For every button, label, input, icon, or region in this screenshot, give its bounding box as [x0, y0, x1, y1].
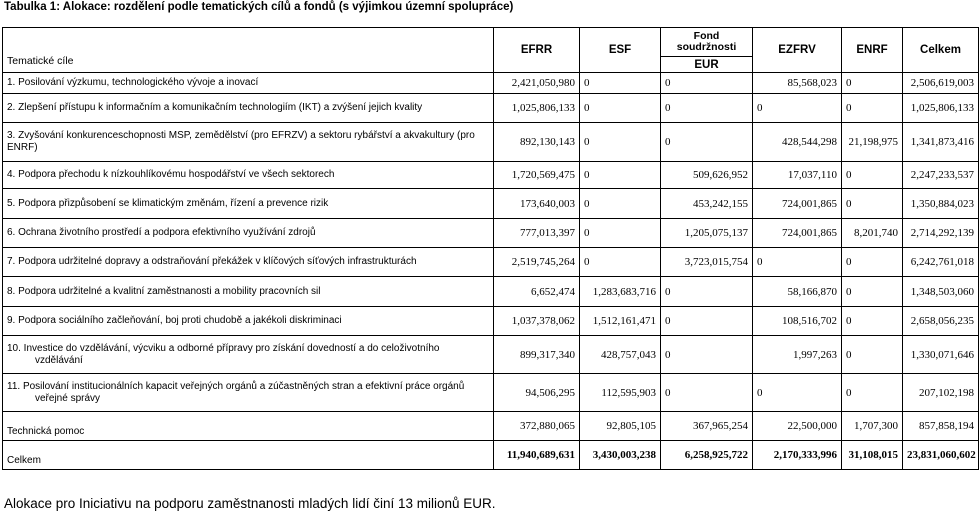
cell-fond: 6,258,925,722: [661, 441, 753, 470]
goal-label: [3, 374, 494, 412]
cell-celkem: 2,247,233,537: [903, 162, 979, 189]
cell-celkem: 1,348,503,060: [903, 277, 979, 307]
cell-ezfrv: 85,568,023: [753, 73, 842, 94]
cell-fond: 0: [661, 94, 753, 123]
cell-ezfrv: 0: [753, 248, 842, 277]
table-row: [3, 374, 979, 412]
cell-fond: 0: [661, 307, 753, 336]
cell-enrf: 0: [842, 307, 903, 336]
cell-efrr: 2,519,745,264: [494, 248, 580, 277]
cell-esf: 0: [580, 94, 661, 123]
goal-label: [3, 248, 494, 277]
cell-efrr: 1,037,378,062: [494, 307, 580, 336]
cell-fond: 0: [661, 73, 753, 94]
allocation-table: [2, 27, 979, 470]
goal-text-continued: vzdělávání: [35, 354, 83, 366]
cell-esf: 3,430,003,238: [580, 441, 661, 470]
cell-esf: 0: [580, 219, 661, 248]
cell-celkem: 2,506,619,003: [903, 73, 979, 94]
cell-enrf: 0: [842, 336, 903, 374]
cell-enrf: 8,201,740: [842, 219, 903, 248]
header-celkem: Celkem: [903, 28, 979, 73]
cell-celkem: 23,831,060,602: [903, 441, 979, 470]
goal-text: 10. Investice do vzdělávání, výcviku a odborné přípravy pro získání dovedností a do celoživotního: [7, 342, 440, 354]
goal-label: [3, 336, 494, 374]
cell-ezfrv: 17,037,110: [753, 162, 842, 189]
cell-fond: 367,965,254: [661, 412, 753, 441]
cell-esf: 0: [580, 189, 661, 219]
cell-efrr: 892,130,143: [494, 123, 580, 162]
table-title: Tabulka 1: Alokace: rozdělení podle tematických cílů a fondů (s výjimkou územní spolupráce): [4, 1, 514, 13]
goal-text: 7. Podpora udržitelné dopravy a odstraňování překážek v klíčových síťových infrastrukturách: [7, 256, 417, 267]
cell-enrf: 1,707,300: [842, 412, 903, 441]
cell-ezfrv: 0: [753, 94, 842, 123]
goal-text: 11. Posilování institucionálních kapacit veřejných orgánů a zúčastněných stran a efektivní práce orgánů: [7, 380, 465, 392]
cell-efrr: 6,652,474: [494, 277, 580, 307]
header-goals: Tematické cíle: [3, 28, 494, 73]
cell-esf: 0: [580, 248, 661, 277]
cell-efrr: 899,317,340: [494, 336, 580, 374]
header-eur: EUR: [661, 57, 753, 73]
cell-esf: 0: [580, 162, 661, 189]
cell-celkem: 2,658,056,235: [903, 307, 979, 336]
goal-label: [3, 189, 494, 219]
cell-ezfrv: 428,544,298: [753, 123, 842, 162]
cell-efrr: 777,013,397: [494, 219, 580, 248]
cell-enrf: 21,198,975: [842, 123, 903, 162]
goal-label: [3, 94, 494, 123]
cell-enrf: 0: [842, 189, 903, 219]
cell-efrr: 372,880,065: [494, 412, 580, 441]
cell-enrf: 0: [842, 73, 903, 94]
cell-celkem: 6,242,761,018: [903, 248, 979, 277]
goal-label: [3, 307, 494, 336]
cell-enrf: 0: [842, 94, 903, 123]
goal-text: 9. Podpora sociálního začleňování, boj proti chudobě a jakékoli diskriminaci: [7, 315, 342, 326]
table-row: [3, 94, 979, 123]
cell-enrf: 31,108,015: [842, 441, 903, 470]
cell-esf: 1,283,683,716: [580, 277, 661, 307]
goal-text: Technická pomoc: [7, 426, 85, 437]
cell-ezfrv: 0: [753, 374, 842, 412]
goal-label: [3, 219, 494, 248]
goal-text: 2. Zlepšení přístupu k informačním a komunikačním technologiím (IKT) a zvýšení jejich kvality: [7, 102, 423, 113]
table-row: [3, 412, 979, 441]
table-row: [3, 219, 979, 248]
cell-celkem: 207,102,198: [903, 374, 979, 412]
header-efrr: EFRR: [494, 28, 580, 73]
cell-enrf: 0: [842, 162, 903, 189]
cell-efrr: 173,640,003: [494, 189, 580, 219]
cell-efrr: 94,506,295: [494, 374, 580, 412]
goal-text-continued: veřejné správy: [35, 392, 101, 404]
cell-fond: 0: [661, 277, 753, 307]
cell-fond: 453,242,155: [661, 189, 753, 219]
goal-label: [3, 123, 494, 162]
cell-esf: 0: [580, 73, 661, 94]
cell-enrf: 0: [842, 374, 903, 412]
cell-fond: 0: [661, 374, 753, 412]
cell-celkem: 2,714,292,139: [903, 219, 979, 248]
table-row: [3, 162, 979, 189]
cell-ezfrv: 724,001,865: [753, 189, 842, 219]
header-enrf: ENRF: [842, 28, 903, 73]
header-fond: Fond soudržnosti: [661, 28, 753, 57]
footnote: Alokace pro Iniciativu na podporu zaměstnanosti mladých lidí činí 13 milionů EUR.: [4, 496, 496, 511]
cell-enrf: 0: [842, 248, 903, 277]
goal-label: [3, 412, 494, 441]
cell-celkem: 1,341,873,416: [903, 123, 979, 162]
cell-efrr: 1,025,806,133: [494, 94, 580, 123]
goal-label: [3, 162, 494, 189]
goal-text: 5. Podpora přizpůsobení se klimatickým změnám, řízení a prevence rizik: [7, 197, 329, 209]
cell-esf: 0: [580, 123, 661, 162]
cell-celkem: 1,330,071,646: [903, 336, 979, 374]
cell-ezfrv: 724,001,865: [753, 219, 842, 248]
cell-enrf: 0: [842, 277, 903, 307]
cell-esf: 112,595,903: [580, 374, 661, 412]
header-ezfrv: EZFRV: [753, 28, 842, 73]
cell-ezfrv: 108,516,702: [753, 307, 842, 336]
cell-esf: 428,757,043: [580, 336, 661, 374]
cell-ezfrv: 2,170,333,996: [753, 441, 842, 470]
goal-text: 8. Podpora udržitelné a kvalitní zaměstnanosti a mobility pracovních sil: [7, 285, 321, 297]
cell-efrr: 2,421,050,980: [494, 73, 580, 94]
cell-fond: 0: [661, 336, 753, 374]
cell-celkem: 857,858,194: [903, 412, 979, 441]
goal-text: 3. Zvyšování konkurenceschopnosti MSP, zemědělství (pro EFRZV) a sektoru rybářství a akvakultury (pro ENRF): [7, 130, 475, 153]
goal-text: Celkem: [7, 455, 41, 466]
cell-fond: 0: [661, 123, 753, 162]
cell-celkem: 1,350,884,023: [903, 189, 979, 219]
cell-fond: 509,626,952: [661, 162, 753, 189]
table-row: [3, 336, 979, 374]
table-row: [3, 123, 979, 162]
goal-label: [3, 441, 494, 470]
cell-ezfrv: 22,500,000: [753, 412, 842, 441]
cell-esf: 92,805,105: [580, 412, 661, 441]
goal-label: [3, 277, 494, 307]
table-row: [3, 73, 979, 94]
goal-text: 1. Posilování výzkumu, technologického vývoje a inovací: [7, 77, 259, 88]
cell-efrr: 1,720,569,475: [494, 162, 580, 189]
table-row: [3, 277, 979, 307]
cell-ezfrv: 58,166,870: [753, 277, 842, 307]
cell-efrr: 11,940,689,631: [494, 441, 580, 470]
table-row: [3, 248, 979, 277]
goal-text: 6. Ochrana životního prostředí a podpora efektivního využívání zdrojů: [7, 227, 316, 238]
goal-label: [3, 73, 494, 94]
cell-fond: 3,723,015,754: [661, 248, 753, 277]
cell-ezfrv: 1,997,263: [753, 336, 842, 374]
table-row: [3, 189, 979, 219]
goal-text: 4. Podpora přechodu k nízkouhlíkovému hospodářství ve všech sektorech: [7, 169, 335, 180]
table-row: [3, 307, 979, 336]
cell-esf: 1,512,161,471: [580, 307, 661, 336]
cell-fond: 1,205,075,137: [661, 219, 753, 248]
cell-celkem: 1,025,806,133: [903, 94, 979, 123]
header-esf: ESF: [580, 28, 661, 73]
table-row: [3, 441, 979, 470]
